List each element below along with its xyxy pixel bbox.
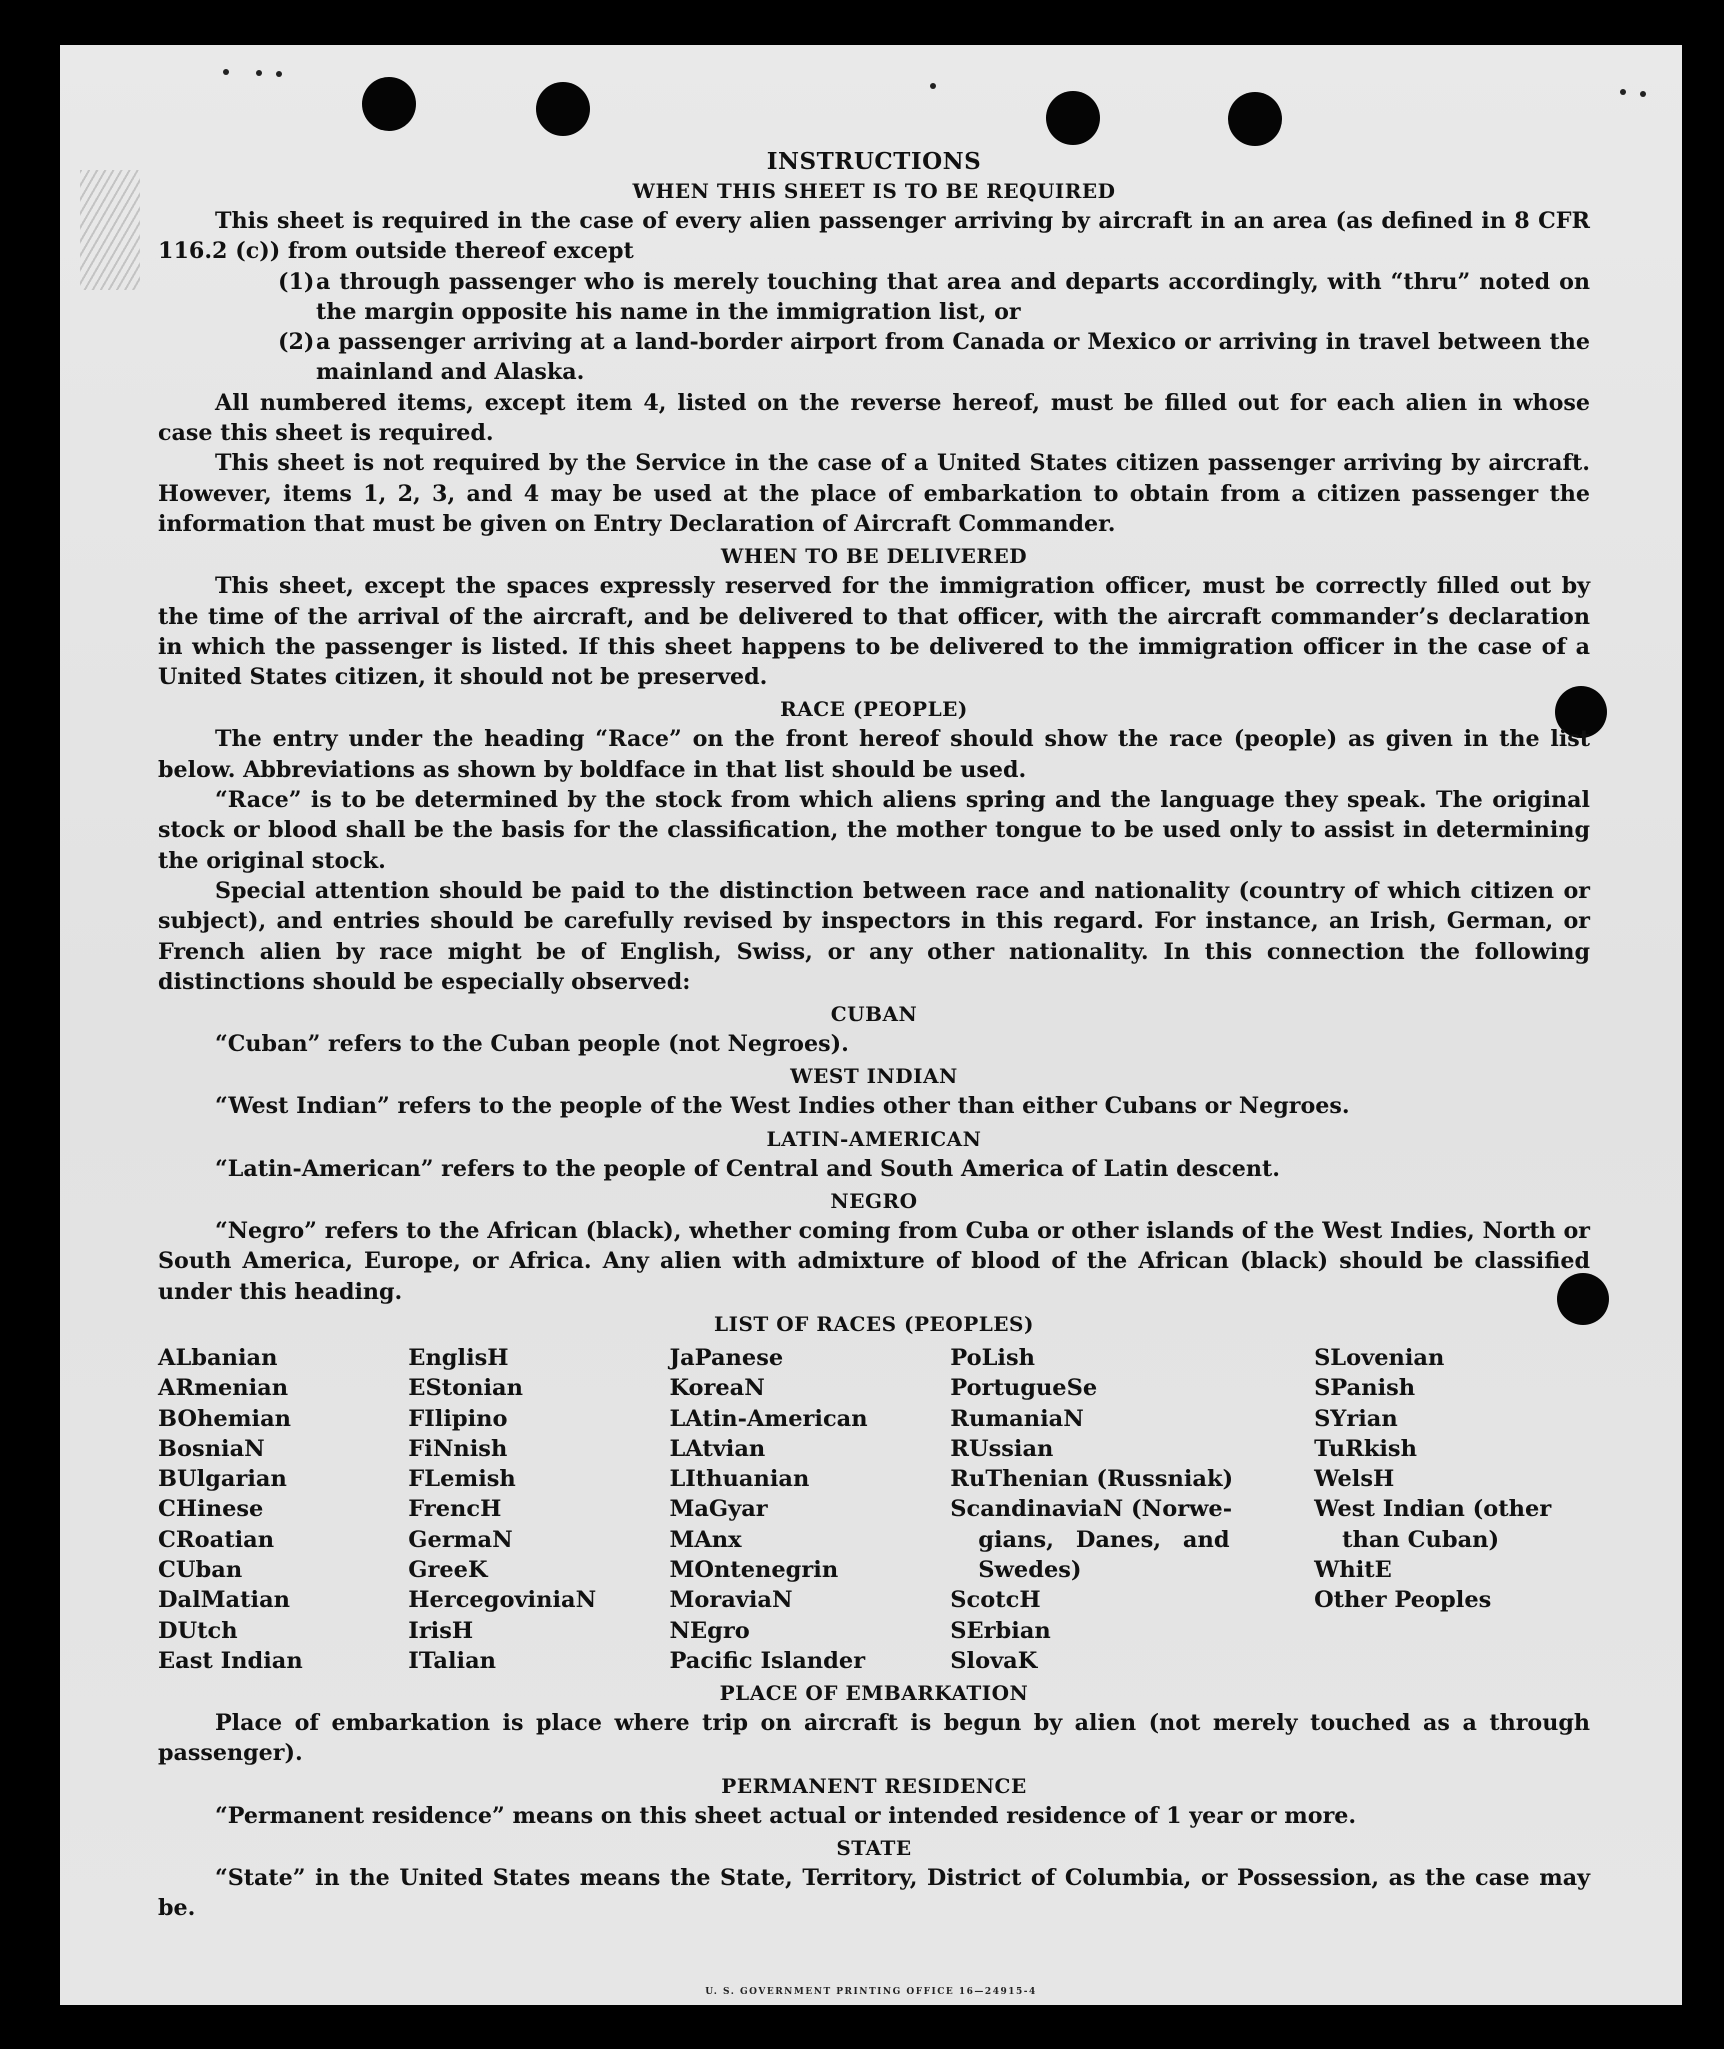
race-item: HercegoviniaN [408, 1587, 597, 1614]
paragraph: “Latin-American” refers to the people of Central and South America of Latin descent. [215, 1155, 1280, 1182]
page-title: INSTRUCTIONS [766, 148, 982, 175]
race-item: CHinese [158, 1496, 264, 1523]
race-item: ALbanian [158, 1344, 278, 1371]
race-item: KoreaN [669, 1375, 765, 1402]
race-item: SErbian [950, 1617, 1051, 1644]
item-number: (1) [278, 268, 315, 295]
race-item: IrisH [408, 1617, 474, 1644]
race-item: LAtvian [669, 1435, 766, 1462]
race-item: RuThenian (Russniak) [950, 1466, 1234, 1493]
race-item: WelsH [1314, 1466, 1395, 1493]
race-item: PoLish [950, 1344, 1035, 1371]
paragraph: “Permanent residence” means on this sheet actual or intended residence of 1 year or more. [215, 1802, 1357, 1829]
section-heading: NEGRO [830, 1189, 918, 1214]
race-item: West Indian (other [1314, 1496, 1552, 1523]
race-column [158, 1343, 408, 1676]
paragraph: “Negro” refers to the African (black), whether coming from Cuba or other islands of the West Indies, North or South America, Europe, or Africa. Any alien with admixture of blood of the African (black) should be classified under this heading. [158, 1218, 1590, 1305]
race-item: ScandinaviaN (Norwe- [950, 1496, 1233, 1523]
paragraph: All numbered items, except item 4, listed on the reverse hereof, must be filled out for each alien in whose case this sheet is required. [158, 389, 1590, 447]
section-heading: LATIN-AMERICAN [766, 1126, 982, 1151]
race-column [1314, 1343, 1590, 1676]
race-item: BUlgarian [158, 1466, 287, 1493]
race-item: SlovaK [950, 1647, 1038, 1674]
section-heading: CUBAN [830, 1002, 918, 1027]
speck [930, 83, 936, 89]
race-item: RUssian [950, 1435, 1054, 1462]
race-item: EnglisH [408, 1344, 509, 1371]
race-item: EStonian [408, 1375, 523, 1402]
race-item: SYrian [1314, 1405, 1398, 1432]
section-heading: WEST INDIAN [790, 1064, 958, 1089]
race-item: BOhemian [158, 1405, 292, 1432]
instructions-body [158, 147, 1590, 1924]
race-item: PortugueSe [950, 1375, 1098, 1402]
race-item: WhitE [1314, 1556, 1392, 1583]
section-heading: LIST OF RACES (PEOPLES) [714, 1311, 1034, 1336]
race-item: NEgro [669, 1617, 750, 1644]
speck [276, 71, 282, 77]
paragraph: Special attention should be paid to the distinction between race and nationality (country of which citizen or subject), and entries should be carefully revised by inspectors in this regard. For instance, an Irish, German, or French alien by race might be of English, Swiss, or any other nationality. In this connection the following distinctions should be especially observed: [158, 877, 1590, 995]
race-item: TuRkish [1314, 1435, 1417, 1462]
race-column [408, 1343, 669, 1676]
section-heading: PERMANENT RESIDENCE [721, 1773, 1027, 1798]
race-item: FiNnish [408, 1435, 508, 1462]
race-item-continued: gians, Danes, and [978, 1526, 1230, 1553]
punch-hole [362, 77, 416, 131]
race-item: MAnx [669, 1526, 742, 1553]
race-item: Other Peoples [1314, 1587, 1492, 1614]
paragraph: This sheet, except the spaces expressly reserved for the immigration officer, must be correctly filled out by the time of the arrival of the aircraft, and be delivered to that officer, with the aircraft commander’s declaration in which the passenger is listed. If this sheet happens to be delivered to the immigration officer in the case of a United States citizen, it should not be preserved. [158, 573, 1590, 691]
race-item: ARmenian [158, 1375, 289, 1402]
race-item: FIlipino [408, 1405, 508, 1432]
printer-imprint: U. S. GOVERNMENT PRINTING OFFICE 16—24915-4 [705, 1987, 1037, 1997]
race-item: DUtch [158, 1617, 238, 1644]
race-item: ITalian [408, 1647, 497, 1674]
race-item-continued: than Cuban) [1342, 1526, 1500, 1553]
speck [1620, 89, 1626, 95]
race-item: MoraviaN [669, 1587, 793, 1614]
race-item: LIthuanian [669, 1466, 810, 1493]
item-number: (2) [278, 329, 315, 356]
race-item: RumaniaN [950, 1405, 1084, 1432]
race-item: GreeK [408, 1556, 488, 1583]
race-item: JaPanese [669, 1344, 784, 1371]
race-item: CUban [158, 1556, 243, 1583]
speck [223, 69, 229, 75]
section-heading: WHEN TO BE DELIVERED [720, 544, 1028, 569]
punch-hole [1228, 92, 1282, 146]
race-item: GermaN [408, 1526, 513, 1553]
item-text: a through passenger who is merely touching that area and departs accordingly, with “thru” noted on the margin opposite his name in the immigration list, or [316, 268, 1590, 325]
faded-stamp [80, 170, 140, 290]
race-item: Pacific Islander [669, 1647, 866, 1674]
race-column [669, 1343, 950, 1676]
section-heading: STATE [836, 1836, 912, 1861]
race-item: BosniaN [158, 1435, 265, 1462]
race-item: SLovenian [1314, 1344, 1445, 1371]
race-list [158, 1343, 1590, 1676]
punch-hole [1046, 91, 1100, 145]
race-column [950, 1343, 1236, 1676]
race-item: MaGyar [669, 1496, 768, 1523]
section-heading: PLACE OF EMBARKATION [719, 1681, 1029, 1706]
paragraph: Place of embarkation is place where trip on aircraft is begun by alien (not merely touched as a through passenger). [158, 1710, 1590, 1767]
punch-hole [536, 82, 590, 136]
race-item: CRoatian [158, 1526, 275, 1553]
list-item [278, 327, 1590, 388]
race-item: SPanish [1314, 1375, 1416, 1402]
paragraph: This sheet is required in the case of every alien passenger arriving by aircraft in an area (as defined in 8 CFR 116.2 (c)) from outside thereof except [158, 208, 1590, 265]
paragraph: The entry under the heading “Race” on the front hereof should show the race (people) as given in the list below. Abbreviations as shown by boldface in that list should be used. [158, 726, 1590, 783]
race-item: FLemish [408, 1466, 516, 1493]
race-item: LAtin-American [669, 1405, 868, 1432]
race-item: FrencH [408, 1496, 502, 1523]
list-item [278, 267, 1590, 328]
paragraph: “West Indian” refers to the people of the West Indies other than either Cubans or Negroes. [215, 1093, 1350, 1120]
speck [256, 70, 262, 76]
item-text: a passenger arriving at a land-border airport from Canada or Mexico or arriving in travel between the mainland and Alaska. [316, 329, 1590, 386]
section-heading: WHEN THIS SHEET IS TO BE REQUIRED [632, 179, 1116, 203]
race-item: MOntenegrin [669, 1556, 839, 1583]
speck [1640, 91, 1646, 97]
race-item: ScotcH [950, 1587, 1041, 1614]
paragraph: This sheet is not required by the Service in the case of a United States citizen passenger arriving by aircraft. However, items 1, 2, 3, and 4 may be used at the place of embarkation to obtain from a citizen passenger the information that must be given on Entry Declaration of Aircraft Commander. [158, 450, 1590, 537]
race-item: East Indian [158, 1647, 303, 1674]
paragraph: “State” in the United States means the State, Territory, District of Columbia, or Possession, as the case may be. [158, 1865, 1590, 1922]
race-item-continued: Swedes) [978, 1556, 1082, 1583]
section-heading: RACE (PEOPLE) [780, 697, 968, 722]
paragraph: “Cuban” refers to the Cuban people (not Negroes). [215, 1031, 849, 1058]
document-sheet [60, 45, 1682, 2005]
paragraph: “Race” is to be determined by the stock from which aliens spring and the language they speak. The original stock or blood shall be the basis for the classification, the mother tongue to be used only to assist in determining the original stock. [158, 787, 1590, 874]
race-item: DalMatian [158, 1587, 291, 1614]
